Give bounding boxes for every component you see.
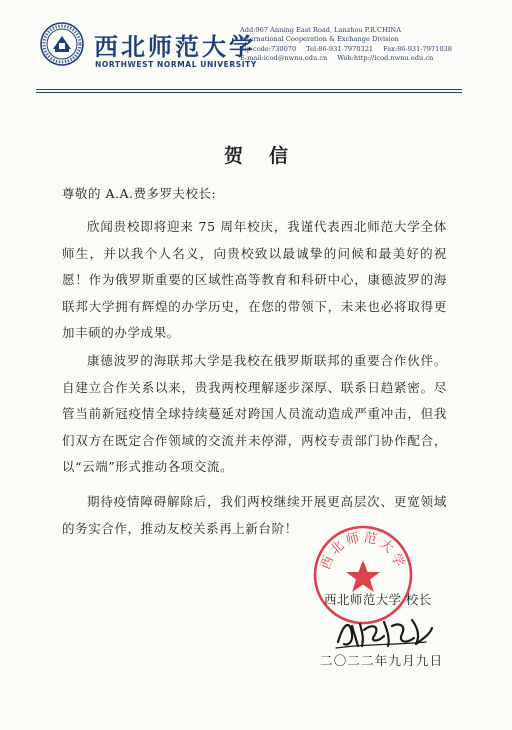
handwritten-signature	[334, 612, 436, 652]
letter-paragraph-2: 康德波罗的海联邦大学是我校在俄罗斯联邦的重要合作伙伴。自建立合作关系以来，贵我两校理解逐步深厚、联系日趋紧密。尽管当前新冠疫情全球持续蔓延对跨国人员流动造成严重冲击，但我们双方在既定合作领域的交流并未停滞，两校专责部门协作配合，以“云端”形式推动各项交流。	[62, 353, 447, 475]
stamp-text: 西北师范大学	[318, 530, 408, 572]
letterhead-rule-thin	[36, 92, 462, 93]
letterhead-rule	[36, 89, 462, 90]
contact-tel: Tel:86-931-7970321	[306, 44, 374, 53]
contact-zip: Zip code:730070	[240, 44, 297, 53]
contact-web-line	[240, 54, 452, 63]
contact-web: Web:http://icod.nwnu.edu.cn	[337, 54, 434, 63]
letter-title: 贺信	[223, 145, 314, 167]
contact-address: Add:967 Anning East Road, Lanzhou P.R.CHINA	[240, 26, 401, 34]
star-icon	[346, 560, 380, 592]
university-name-cn: 西北师范大学	[94, 32, 256, 61]
letter-date: 二〇二二年九月九日	[320, 653, 444, 668]
university-name-en: NORTHWEST NORMAL UNIVERSITY	[95, 60, 257, 69]
contact-division: International Cooperation & Exchange Division	[240, 35, 399, 44]
contact-phone-line	[240, 45, 452, 54]
letter-paragraph-1: 欣闻贵校即将迎来 75 周年校庆，我谨代表西北师范大学全体师生，并以我个人名义，向贵校致以最诚挚的问候和最美好的祝愿！作为俄罗斯重要的区域性高等教育和科研中心，康德波罗的海联邦大学拥有辉煌的办学历史，在您的带领下，未来也必将取得更加丰硕的办学成果。	[62, 219, 447, 341]
contact-fax: Fax:86-931-7971038	[383, 44, 452, 53]
signer-line: 西北师范大学 校长	[324, 592, 432, 607]
university-seal-icon	[40, 22, 84, 66]
letterhead	[0, 0, 512, 92]
letter-paragraph-3: 期待疫情障碍解除后，我们两校继续开展更高层次、更宽领域的务实合作，推动友校关系再上新台阶！	[62, 494, 447, 536]
contact-email: E-mail:icod@nwnu.edu.cn	[240, 54, 328, 63]
contact-block	[240, 26, 452, 64]
letter-salutation: 尊敬的 A.A.费多罗夫校长:	[62, 186, 217, 201]
